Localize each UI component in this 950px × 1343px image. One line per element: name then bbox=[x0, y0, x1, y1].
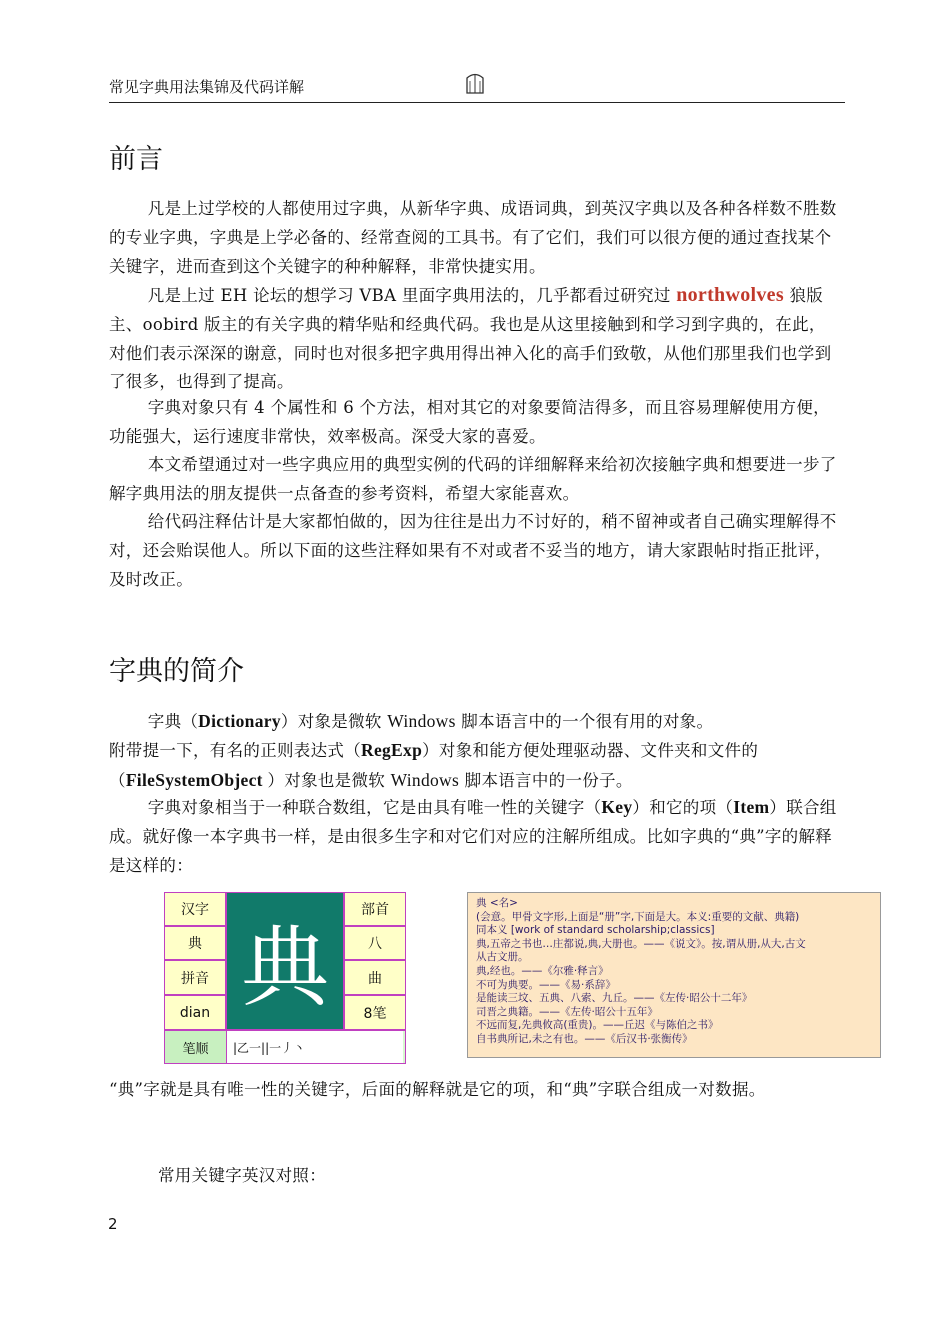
page-number: 2 bbox=[108, 1215, 118, 1233]
entry-line: 是能读三坟、五典、八索、九丘。——《左传·昭公十二年》 bbox=[476, 992, 753, 1005]
entry-line: 典 <名> bbox=[476, 897, 518, 909]
value-stroke-order: |乙一||一丿丶 bbox=[227, 1031, 403, 1063]
entry-line: 从古文册。 bbox=[476, 951, 529, 964]
entry-line: 自书典所记,未之有也。——《后汉书·张衡传》 bbox=[476, 1032, 693, 1045]
character-card-figure bbox=[164, 892, 406, 1064]
big-character: 典 bbox=[226, 892, 344, 1030]
value-pinyin: dian bbox=[164, 995, 226, 1030]
stroke-order-row bbox=[164, 1030, 406, 1064]
dictionary-entry-figure bbox=[467, 892, 881, 1058]
label-hanzi: 汉字 bbox=[164, 892, 226, 926]
author-name-link[interactable]: northwolves bbox=[676, 284, 784, 306]
value-radical: 八 bbox=[344, 926, 406, 960]
label-pinyin: 拼音 bbox=[164, 960, 226, 995]
intro-paragraph-2: 附带提一下，有名的正则表达式（RegExp）对象和能方便处理驱动器、文件夹和文件的（FileSystemObject ）对象也是微软 Windows 脚本语言中的一份子。 bbox=[109, 740, 759, 790]
label-radical: 部首 bbox=[344, 892, 406, 926]
section-heading-preface: 前言 bbox=[109, 144, 163, 175]
preface-paragraph-5: 给代码注释估计是大家都怕做的，因为往往是出力不讨好的，稍不留神或者自己确实理解得不对，还会贻误他人。所以下面的这些注释如果有不对或者不妥当的地方，请大家跟帖时指正批评，及时改正。 bbox=[109, 512, 837, 589]
intro-paragraph-3: 字典对象相当于一种联合数组，它是由具有唯一性的关键字（Key）和它的项（Item）联合组成。就好像一本字典书一样，是由很多生字和对它们对应的注解所组成。比如字典的“典”字的解释是这样的： bbox=[109, 797, 837, 875]
running-header-title: 常见字典用法集锦及代码详解 bbox=[109, 78, 305, 96]
intro-paragraph-1: 字典（Dictionary）对象是微软 Windows 脚本语言中的一个很有用的对象。 bbox=[147, 711, 714, 731]
entry-line: 不远而复,先典攸高(重贵)。——丘迟《与陈伯之书》 bbox=[476, 1019, 719, 1032]
preface-paragraph-2: 凡是上过 EH 论坛的想学习 VBA 里面字典用法的，几乎都看过研究过 northwolves 狼版主、oobird 版主的有关字典的精华贴和经典代码。我也是从这里接触到和学习到字典的，在此，对他们表示深深的谢意，同时也对很多把字典用得出神入化的高手们致敬，从他们那里我们也学到了很多，也得到了提高。 bbox=[109, 284, 832, 392]
entry-line: 同本义 [work of standard scholarship;classics] bbox=[476, 924, 715, 937]
section-heading-intro: 字典的简介 bbox=[109, 656, 244, 687]
entry-line: 典,经也。——《尔雅·释言》 bbox=[476, 964, 609, 977]
entry-line: 司晋之典籍。——《左传·昭公十五年》 bbox=[476, 1005, 658, 1018]
entry-line: (会意。甲骨文字形,上面是“册”字,下面是大。本义:重要的文献、典籍) bbox=[476, 910, 800, 923]
intro-paragraph-5: 常用关键字英汉对照： bbox=[158, 1166, 326, 1185]
entry-line: 典,五帝之书也…庄都说,典,大册也。——《说文》。按,谓从册,从大,古文 bbox=[476, 937, 806, 950]
intro-paragraph-4: “典”字就是具有唯一性的关键字，后面的解释就是它的项，和“典”字联合组成一对数据。 bbox=[109, 1080, 766, 1099]
label-stroke-order: 笔顺 bbox=[165, 1031, 227, 1063]
header-divider bbox=[109, 102, 845, 103]
preface-paragraph-1: 凡是上过学校的人都使用过字典，从新华字典、成语词典，到英汉字典以及各种各样数不胜数的专业字典，字典是上学必备的、经常查阅的工具书。有了它们，我们可以很方便的通过查找某个关键字，进而查到这个关键字的种种解释，非常快捷实用。 bbox=[109, 199, 837, 276]
value-radical-2: 曲 bbox=[344, 960, 406, 995]
preface-paragraph-4: 本文希望通过对一些字典应用的典型实例的代码的详细解释来给初次接触字典和想要进一步了解字典用法的朋友提供一点备查的参考资料，希望大家能喜欢。 bbox=[109, 455, 837, 503]
preface-paragraph-3: 字典对象只有 4 个属性和 6 个方法，相对其它的对象要简洁得多，而且容易理解使用方便，功能强大，运行速度非常快，效率极高。深受大家的喜爱。 bbox=[109, 398, 830, 446]
value-strokes: 8笔 bbox=[344, 995, 406, 1030]
book-emblem-icon bbox=[464, 71, 486, 95]
entry-line: 不可为典要。——《易·系辞》 bbox=[476, 978, 616, 991]
value-hanzi: 典 bbox=[164, 926, 226, 960]
